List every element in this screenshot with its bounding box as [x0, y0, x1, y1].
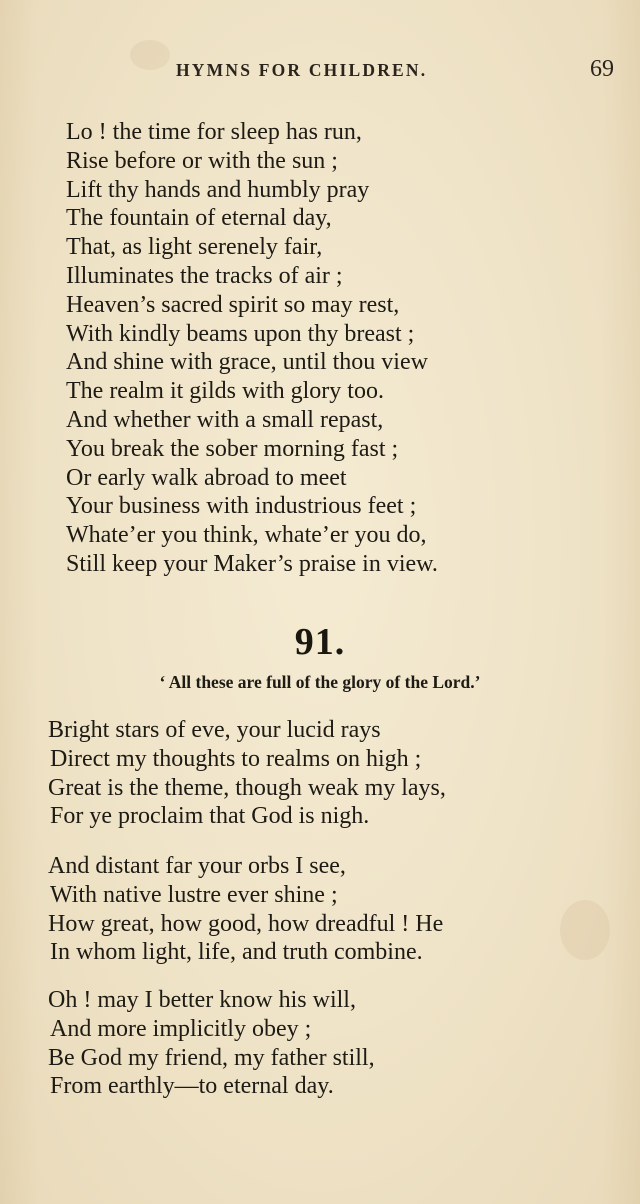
- paper-stain: [560, 900, 610, 960]
- hymn-91-stanza-1: [48, 716, 446, 831]
- verse-line: And shine with grace, until thou view: [66, 349, 428, 376]
- paper-stain: [130, 40, 170, 70]
- hymn-91-stanza-3: [48, 986, 375, 1101]
- verse-line: How great, how good, how dreadful ! He: [48, 910, 444, 937]
- verse-line: Heaven’s sacred spirit so may rest,: [66, 291, 400, 318]
- hymn-number: 91.: [294, 621, 346, 663]
- verse-line: Oh ! may I better know his will,: [48, 987, 356, 1013]
- hymn-91-stanza-2: [48, 852, 443, 967]
- hymn-90-continued: [66, 118, 438, 579]
- verse-line: And more implicitly obey ;: [50, 1015, 312, 1042]
- page-number: 69: [590, 56, 614, 82]
- verse-line: Lift thy hands and humbly pray: [66, 176, 370, 203]
- verse-line: And distant far your orbs I see,: [48, 853, 346, 879]
- verse-line: Direct my thoughts to realms on high ;: [50, 745, 422, 772]
- verse-line: Your business with industrious feet ;: [66, 493, 417, 520]
- verse-line: With kindly beams upon thy breast ;: [66, 320, 415, 347]
- verse-line: You break the sober morning fast ;: [66, 435, 399, 462]
- verse-line: Illuminates the tracks of air ;: [66, 262, 343, 289]
- verse-line: Rise before or with the sun ;: [66, 147, 338, 174]
- verse-line: Still keep your Maker’s praise in view.: [66, 550, 438, 577]
- hymn-epigraph: ‘ All these are full of the glory of the Lord.’: [159, 672, 481, 692]
- verse-line: In whom light, life, and truth combine.: [50, 939, 423, 966]
- verse-line: Or early walk abroad to meet: [66, 464, 347, 491]
- verse-line: Whate’er you think, whate’er you do,: [66, 522, 427, 549]
- verse-line: The fountain of eternal day,: [66, 205, 332, 232]
- verse-line: For ye proclaim that God is nigh.: [50, 803, 370, 830]
- verse-line: Be God my friend, my father still,: [48, 1044, 375, 1071]
- verse-line: With native lustre ever shine ;: [50, 881, 338, 908]
- verse-line: Great is the theme, though weak my lays,: [48, 774, 446, 801]
- verse-line: And whether with a small repast,: [66, 406, 384, 433]
- verse-line: From earthly—to eternal day.: [50, 1073, 334, 1100]
- verse-line: The realm it gilds with glory too.: [66, 378, 384, 405]
- verse-line: Bright stars of eve, your lucid rays: [48, 717, 381, 743]
- verse-line: That, as light serenely fair,: [66, 234, 323, 261]
- verse-line: Lo ! the time for sleep has run,: [66, 119, 362, 145]
- running-head: HYMNS FOR CHILDREN.: [176, 60, 428, 80]
